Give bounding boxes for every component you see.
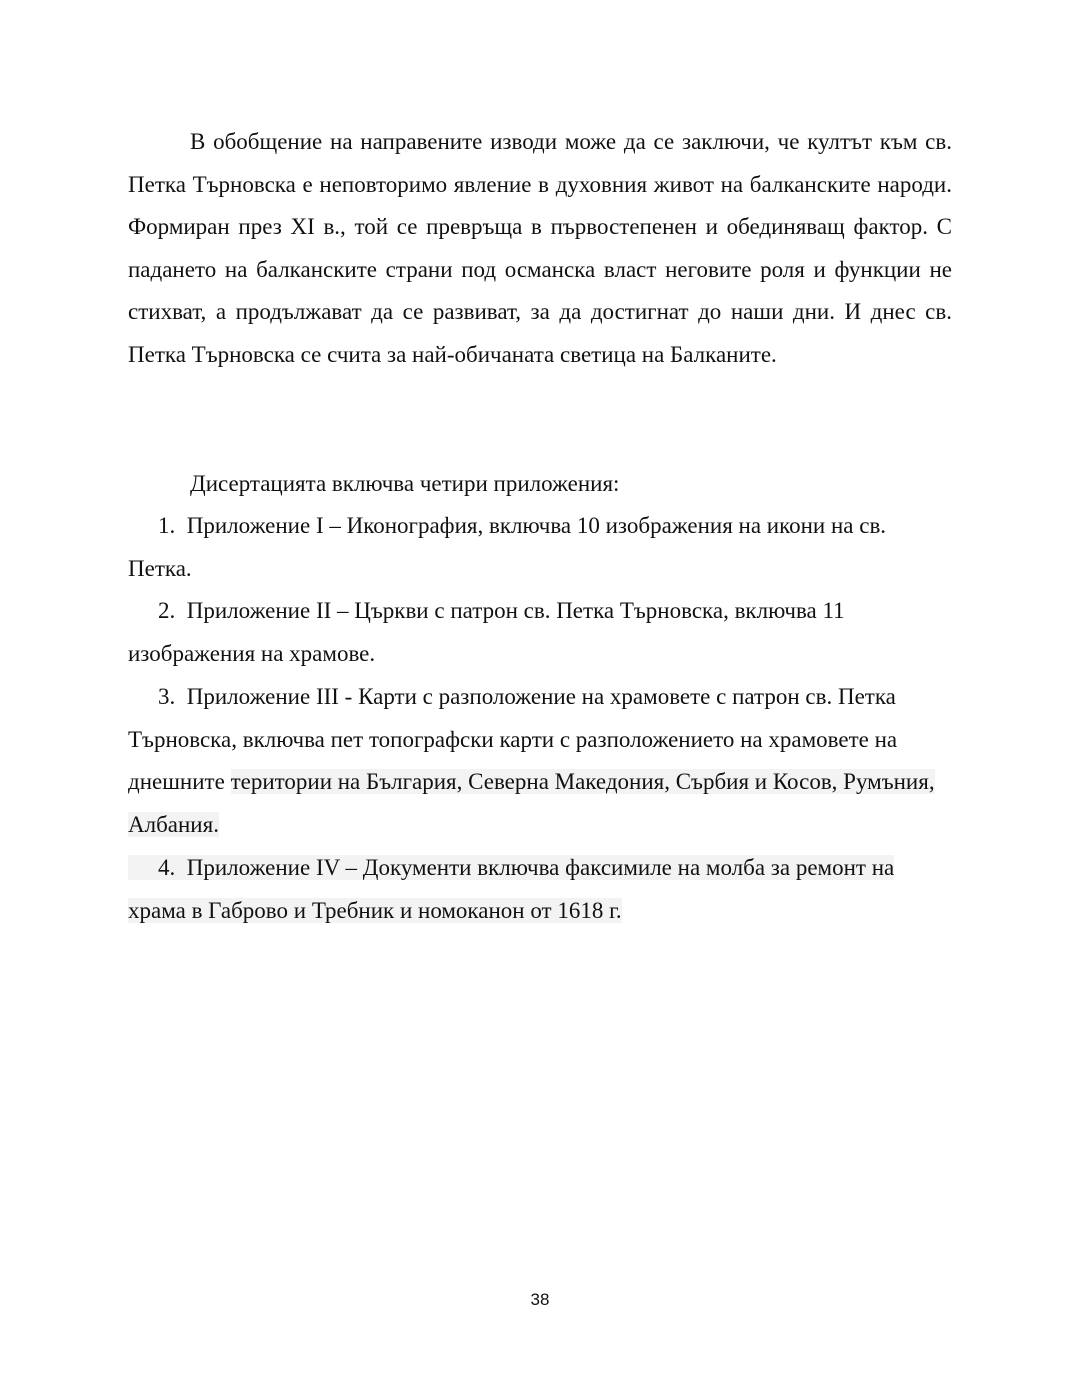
list-item — [128, 847, 952, 932]
conclusion-paragraph: В обобщение на направените изводи може да се заключи, че култът към св. Петка Търновска е неповторимо явление в духовния живот на балканските народи. Формиран през XI в., той се превръща в първостепенен и обединяващ фактор. С падането на балканските страни под османска власт неговите роля и функции не стихват, а продължават да се развиват, за да достигнат до наши дни. И днес св. Петка Търновска се счита за най-обичаната светица на Балканите. — [128, 129, 952, 367]
list-item — [128, 590, 952, 675]
list-item — [128, 676, 952, 846]
list-item-text-highlighted: територии на България, Северна Македония, Сърбия и Косов, Румъния, Албания. — [128, 769, 935, 837]
list-item-number: 3. — [158, 684, 176, 709]
list-item-text: Приложение I – Иконография, включва 10 изображения на икони на св. Петка. — [128, 513, 887, 581]
list-item-number: 4. — [128, 855, 175, 880]
list-item — [128, 505, 952, 590]
list-item-text: Приложение II – Църкви с патрон св. Петка Търновска, включва 11 изображения на храмове. — [128, 598, 845, 666]
list-item-text-highlighted: Приложение IV – Документи включва факсимиле на молба за ремонт на храма в Габрово и Требник и номоканон от 1618 г. — [128, 855, 895, 923]
list-item-number: 1. — [158, 513, 176, 538]
page-number: 38 — [530, 1290, 550, 1309]
list-item-text: Приложение III - Карти с разположение на храмовете с патрон св. Петка Търновска, включва пет топографски карти с разположението на храмовете на днешните — [128, 684, 898, 794]
list-item-number: 2. — [158, 598, 176, 623]
appendices-intro: Дисертацията включва четири приложения: — [190, 471, 620, 496]
